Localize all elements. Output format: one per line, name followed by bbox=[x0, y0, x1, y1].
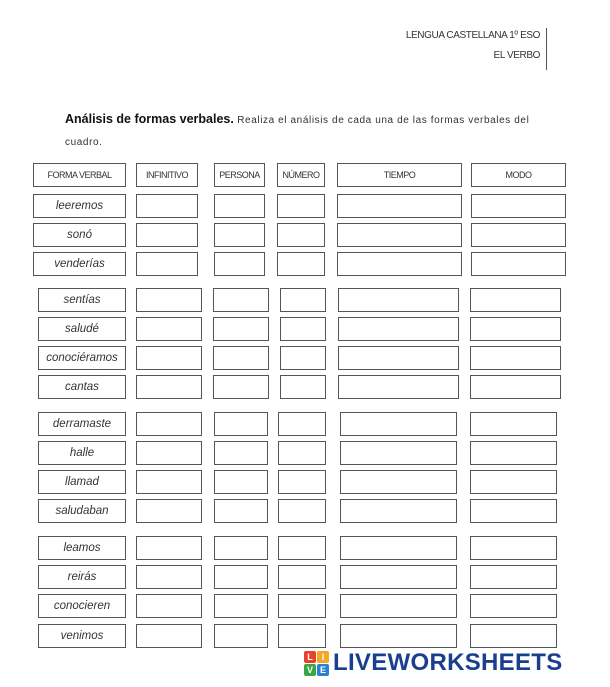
infinitivo-input[interactable] bbox=[136, 441, 202, 465]
tiempo-input[interactable] bbox=[340, 565, 457, 589]
persona-input[interactable] bbox=[214, 441, 268, 465]
modo-input[interactable] bbox=[470, 624, 557, 648]
infinitivo-input[interactable] bbox=[136, 223, 198, 247]
logo-letter: E bbox=[317, 664, 329, 676]
tiempo-input[interactable] bbox=[340, 536, 457, 560]
column-header: NÚMERO bbox=[277, 163, 325, 187]
verb-form-cell: leeremos bbox=[33, 194, 126, 218]
numero-input[interactable] bbox=[278, 536, 326, 560]
infinitivo-input[interactable] bbox=[136, 594, 202, 618]
instructions bbox=[65, 108, 555, 154]
modo-input[interactable] bbox=[470, 470, 557, 494]
persona-input[interactable] bbox=[214, 223, 265, 247]
tiempo-input[interactable] bbox=[340, 470, 457, 494]
verb-form-cell: leamos bbox=[38, 536, 126, 560]
infinitivo-input[interactable] bbox=[136, 536, 202, 560]
verb-form-cell: halle bbox=[38, 441, 126, 465]
numero-input[interactable] bbox=[280, 346, 326, 370]
modo-input[interactable] bbox=[470, 346, 561, 370]
liveworksheets-logo bbox=[304, 649, 563, 677]
column-header: MODO bbox=[471, 163, 566, 187]
tiempo-input[interactable] bbox=[337, 252, 462, 276]
logo-letter: L bbox=[304, 651, 316, 663]
modo-input[interactable] bbox=[470, 499, 557, 523]
infinitivo-input[interactable] bbox=[136, 499, 202, 523]
persona-input[interactable] bbox=[214, 624, 268, 648]
modo-input[interactable] bbox=[471, 252, 566, 276]
infinitivo-input[interactable] bbox=[136, 375, 202, 399]
tiempo-input[interactable] bbox=[338, 375, 459, 399]
tiempo-input[interactable] bbox=[340, 624, 457, 648]
persona-input[interactable] bbox=[214, 565, 268, 589]
persona-input[interactable] bbox=[213, 346, 269, 370]
infinitivo-input[interactable] bbox=[136, 470, 202, 494]
instructions-title: Análisis de formas verbales. bbox=[65, 112, 234, 126]
tiempo-input[interactable] bbox=[340, 594, 457, 618]
logo-text: LIVEWORKSHEETS bbox=[333, 649, 563, 676]
numero-input[interactable] bbox=[278, 594, 326, 618]
tiempo-input[interactable] bbox=[337, 194, 462, 218]
column-header: INFINITIVO bbox=[136, 163, 198, 187]
modo-input[interactable] bbox=[470, 441, 557, 465]
tiempo-input[interactable] bbox=[340, 412, 457, 436]
numero-input[interactable] bbox=[280, 288, 326, 312]
verb-form-cell: conocieren bbox=[38, 594, 126, 618]
numero-input[interactable] bbox=[277, 223, 325, 247]
modo-input[interactable] bbox=[471, 223, 566, 247]
persona-input[interactable] bbox=[213, 288, 269, 312]
infinitivo-input[interactable] bbox=[136, 252, 198, 276]
numero-input[interactable] bbox=[280, 375, 326, 399]
persona-input[interactable] bbox=[213, 375, 269, 399]
infinitivo-input[interactable] bbox=[136, 412, 202, 436]
verb-form-cell: venimos bbox=[38, 624, 126, 648]
tiempo-input[interactable] bbox=[340, 441, 457, 465]
header-divider bbox=[546, 28, 547, 70]
header-subject: LENGUA CASTELLANA 1º ESO bbox=[405, 30, 540, 41]
modo-input[interactable] bbox=[470, 594, 557, 618]
verb-form-cell: sonó bbox=[33, 223, 126, 247]
infinitivo-input[interactable] bbox=[136, 194, 198, 218]
modo-input[interactable] bbox=[470, 317, 561, 341]
infinitivo-input[interactable] bbox=[136, 317, 202, 341]
modo-input[interactable] bbox=[470, 565, 557, 589]
persona-input[interactable] bbox=[214, 194, 265, 218]
modo-input[interactable] bbox=[470, 412, 557, 436]
verb-form-cell: saludé bbox=[38, 317, 126, 341]
numero-input[interactable] bbox=[278, 499, 326, 523]
persona-input[interactable] bbox=[214, 499, 268, 523]
modo-input[interactable] bbox=[470, 288, 561, 312]
infinitivo-input[interactable] bbox=[136, 565, 202, 589]
verb-form-cell: venderías bbox=[33, 252, 126, 276]
numero-input[interactable] bbox=[278, 624, 326, 648]
verb-form-cell: derramaste bbox=[38, 412, 126, 436]
infinitivo-input[interactable] bbox=[136, 288, 202, 312]
persona-input[interactable] bbox=[214, 252, 265, 276]
column-header: TIEMPO bbox=[337, 163, 462, 187]
numero-input[interactable] bbox=[278, 565, 326, 589]
persona-input[interactable] bbox=[214, 412, 268, 436]
verb-form-cell: sentías bbox=[38, 288, 126, 312]
persona-input[interactable] bbox=[213, 317, 269, 341]
tiempo-input[interactable] bbox=[338, 288, 459, 312]
numero-input[interactable] bbox=[277, 252, 325, 276]
tiempo-input[interactable] bbox=[338, 317, 459, 341]
numero-input[interactable] bbox=[277, 194, 325, 218]
modo-input[interactable] bbox=[470, 536, 557, 560]
verb-form-cell: cantas bbox=[38, 375, 126, 399]
verb-form-cell: saludaban bbox=[38, 499, 126, 523]
column-header: FORMA VERBAL bbox=[33, 163, 126, 187]
tiempo-input[interactable] bbox=[340, 499, 457, 523]
column-header: PERSONA bbox=[214, 163, 265, 187]
tiempo-input[interactable] bbox=[337, 223, 462, 247]
numero-input[interactable] bbox=[278, 412, 326, 436]
verb-form-cell: reirás bbox=[38, 565, 126, 589]
infinitivo-input[interactable] bbox=[136, 346, 202, 370]
header-topic: EL VERBO bbox=[493, 50, 540, 61]
verb-form-cell: llamad bbox=[38, 470, 126, 494]
logo-letter: V bbox=[304, 664, 316, 676]
numero-input[interactable] bbox=[278, 441, 326, 465]
verb-form-cell: conociéramos bbox=[38, 346, 126, 370]
persona-input[interactable] bbox=[214, 594, 268, 618]
modo-input[interactable] bbox=[471, 194, 566, 218]
persona-input[interactable] bbox=[214, 470, 268, 494]
instructions-text: Realiza el análisis de cada una de las formas verbales del cuadro. bbox=[65, 115, 530, 148]
infinitivo-input[interactable] bbox=[136, 624, 202, 648]
logo-letter: I bbox=[317, 651, 329, 663]
numero-input[interactable] bbox=[280, 317, 326, 341]
persona-input[interactable] bbox=[214, 536, 268, 560]
logo-icon bbox=[304, 651, 329, 676]
tiempo-input[interactable] bbox=[338, 346, 459, 370]
numero-input[interactable] bbox=[278, 470, 326, 494]
modo-input[interactable] bbox=[470, 375, 561, 399]
